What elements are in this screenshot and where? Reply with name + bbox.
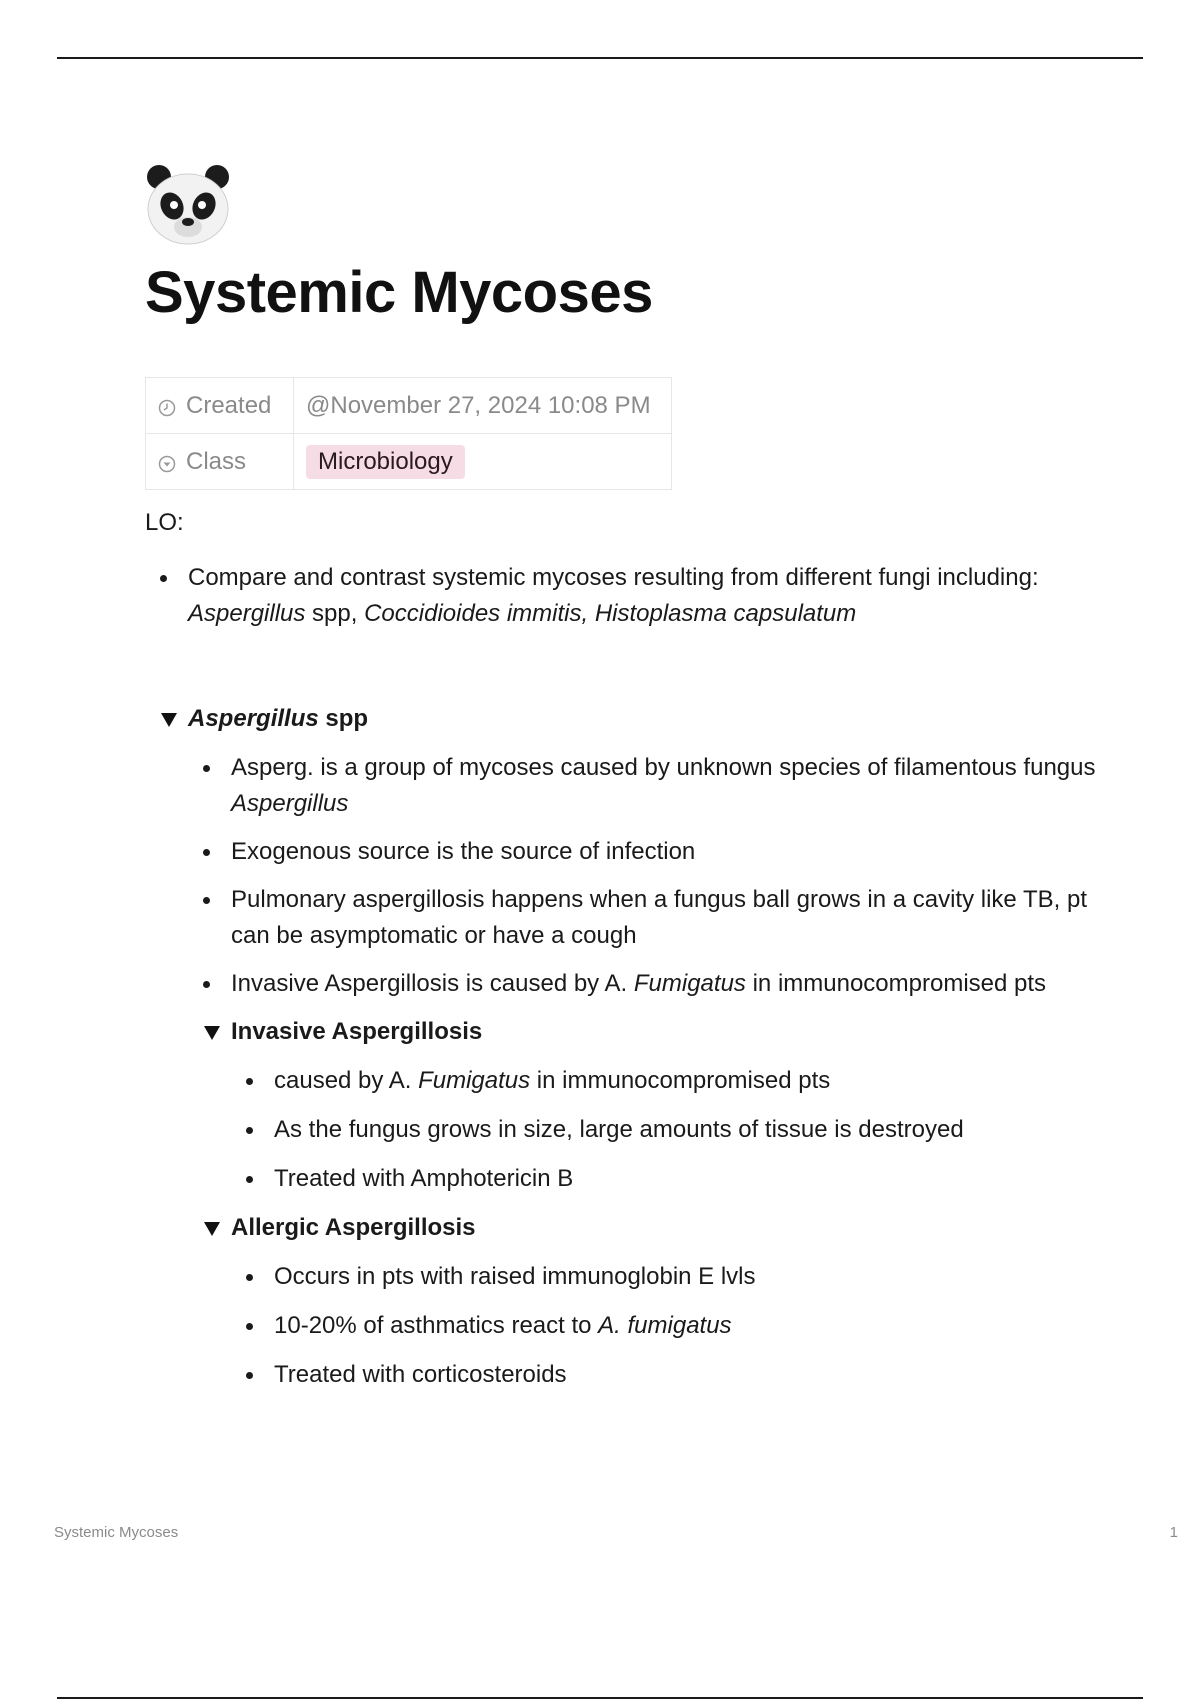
list-item (188, 750, 1105, 822)
toggle-aspergillus (145, 701, 1105, 1393)
property-row-class (146, 434, 672, 490)
page-content (145, 506, 1105, 1406)
list-item (188, 966, 1105, 1002)
property-label-class: Class (186, 447, 247, 475)
list-item-text: Invasive Aspergillosis is caused by A. (231, 970, 634, 997)
lo-item (145, 560, 1105, 632)
lo-item-text-spp: spp, (305, 600, 365, 627)
property-value-created[interactable]: @November 27, 2024 10:08 PM (294, 378, 672, 434)
panda-icon[interactable] (145, 163, 231, 245)
lo-item-italic-species: Coccidioides immitis, Histoplasma capsulatum (364, 600, 857, 627)
list-item-italic: A. fumigatus (598, 1312, 732, 1339)
bottom-rule (57, 1697, 1143, 1699)
list-item: Treated with corticosteroids (231, 1357, 1105, 1393)
list-item-italic: Fumigatus (418, 1067, 531, 1094)
class-tag-microbiology[interactable]: Microbiology (306, 445, 465, 479)
list-item (231, 1063, 1105, 1099)
toggle-arrow-down-icon[interactable] (204, 1222, 220, 1236)
toggle-arrow-down-icon[interactable] (161, 713, 177, 727)
toggle-arrow-down-icon[interactable] (204, 1026, 220, 1040)
list-item-text: in immunocompromised pts (530, 1067, 831, 1094)
page-title: Systemic Mycoses (145, 260, 653, 325)
list-item: Pulmonary aspergillosis happens when a fungus ball grows in a cavity like TB, pt can be asymptomatic or have a cough (188, 882, 1105, 954)
property-value-class[interactable] (294, 434, 672, 490)
toggle-heading-invasive[interactable]: Invasive Aspergillosis (231, 1018, 483, 1045)
list-item-italic: Aspergillus (231, 790, 349, 817)
allergic-list (231, 1259, 1105, 1393)
toggle-heading-aspergillus[interactable] (188, 701, 1105, 737)
select-circle-icon (158, 455, 176, 473)
lo-item-italic-aspergillus: Aspergillus (188, 600, 306, 627)
property-name-class[interactable] (146, 434, 294, 490)
list-item (231, 1308, 1105, 1344)
list-item: Occurs in pts with raised immunoglobin E lvls (231, 1259, 1105, 1295)
toggle-invasive-aspergillosis (188, 1014, 1105, 1197)
clock-icon (158, 399, 176, 417)
list-item-text: Asperg. is a group of mycoses caused by unknown species of filamentous fungus (231, 754, 1096, 781)
property-row-created (146, 378, 672, 434)
aspergillus-list (188, 750, 1105, 1002)
heading-italic-aspergillus: Aspergillus (188, 705, 319, 732)
properties-table (145, 377, 672, 490)
toggle-heading-allergic[interactable]: Allergic Aspergillosis (231, 1214, 476, 1241)
footer-title: Systemic Mycoses (54, 1524, 179, 1541)
list-item-text: in immunocompromised pts (745, 970, 1047, 997)
lo-list (145, 560, 1105, 632)
property-label-created: Created (186, 391, 272, 419)
property-name-created[interactable] (146, 378, 294, 434)
lo-item-text: Compare and contrast systemic mycoses resulting from different fungi including: (188, 564, 1039, 591)
list-item: Exogenous source is the source of infection (188, 834, 1105, 870)
list-item-italic: Fumigatus (633, 970, 746, 997)
toggle-allergic-aspergillosis (188, 1210, 1105, 1393)
invasive-list (231, 1063, 1105, 1197)
list-item-text: 10-20% of asthmatics react to (274, 1312, 599, 1339)
top-rule (57, 57, 1143, 59)
heading-text-spp: spp (318, 705, 369, 732)
footer-page-number: 1 (1169, 1524, 1178, 1541)
list-item-text: caused by A. (274, 1067, 419, 1094)
list-item: Treated with Amphotericin B (231, 1161, 1105, 1197)
list-item: As the fungus grows in size, large amounts of tissue is destroyed (231, 1112, 1105, 1148)
lo-label: LO: (145, 509, 184, 536)
